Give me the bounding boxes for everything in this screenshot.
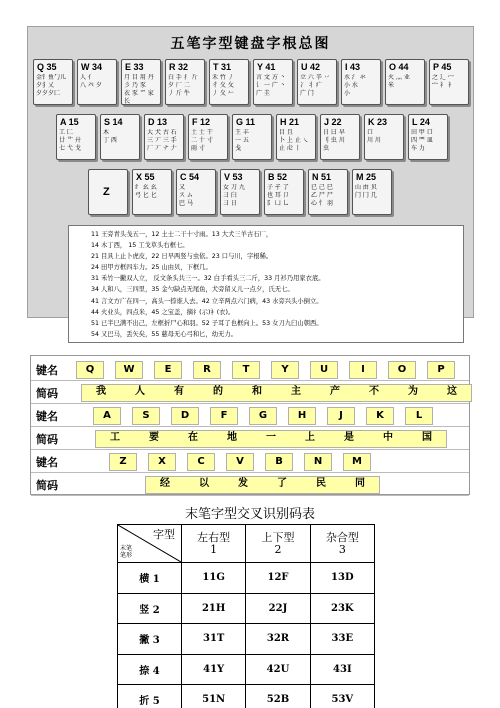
key-code: D 13 — [148, 117, 168, 127]
key-code: S 14 — [104, 117, 123, 127]
key-code: K 23 — [368, 117, 388, 127]
key-roots: 已 己 巳 乙 尸 尸 心 忄 羽 — [311, 184, 333, 207]
key-c — [176, 169, 216, 215]
key-code: T 31 — [213, 62, 232, 72]
table-header-row — [118, 525, 375, 563]
key-code: B 52 — [268, 172, 288, 182]
key-name-cell: H — [288, 407, 316, 425]
key-name-row — [31, 450, 469, 473]
key-g — [232, 114, 272, 160]
cross-table-title: 末笔字型交叉识别码表 — [184, 507, 315, 522]
key-j — [320, 114, 360, 160]
key-name-cell: I — [349, 361, 377, 379]
mnemonic-line: 21 目具上止卜虎皮，22 日早两竖与虫依。23 口与川，字根稀。 — [91, 253, 273, 261]
key-s — [100, 114, 140, 160]
key-roots: 土 士 干 二 十 寸 雨 寸 — [191, 129, 213, 152]
short-code-cell: 同 — [355, 478, 365, 489]
code-strip — [145, 476, 380, 494]
identification-code-cell: 32R — [246, 624, 310, 655]
short-code-row — [31, 381, 469, 404]
key-name-cell: N — [304, 453, 332, 471]
key-roots: 王 丰 一 五 戋 — [235, 129, 249, 152]
key-name-cell: S — [132, 407, 160, 425]
key-x — [132, 169, 172, 215]
short-code-cell: 在 — [188, 432, 198, 443]
key-name-cell: A — [93, 407, 121, 425]
key-roots: 大 犬 古 石 三 丆 三 手 厂 丆 ナ 𠂇 — [147, 129, 177, 152]
key-code: J 22 — [324, 117, 342, 127]
key-y — [253, 59, 293, 105]
short-code-cell: 我 — [96, 386, 106, 397]
key-f — [188, 114, 228, 160]
identification-code-cell: 11G — [182, 563, 246, 594]
key-i — [341, 59, 381, 105]
key-name-cell: T — [232, 361, 260, 379]
key-q — [33, 59, 73, 105]
key-name-cell: X — [148, 453, 176, 471]
stroke-label: 捺 4 — [118, 654, 182, 685]
key-name-cell: O — [388, 361, 416, 379]
key-p — [429, 59, 469, 105]
short-code-cell: 上 — [305, 432, 315, 443]
short-code-cell: 的 — [213, 386, 223, 397]
short-code-cell: 和 — [252, 386, 262, 397]
short-code-cell: 主 — [291, 386, 301, 397]
key-r — [165, 59, 205, 105]
key-roots: 水 氵 氺 小 水 小 — [344, 74, 366, 97]
column-header: 左右型 1 — [182, 525, 246, 563]
column-header: 杂合型 3 — [310, 525, 374, 563]
mnemonic-line: 11 王旁青头戋五一，12 土士二干十寸雨。13 大犬三羊古石厂， — [91, 231, 273, 238]
mnemonic-line: 51 已半巳满不出己，左框折尸心和羽。52 子耳了也框向上。53 女刀九臼山朝西。 — [91, 319, 323, 327]
key-code: Q 35 — [37, 62, 57, 72]
key-u — [297, 59, 337, 105]
mnemonic-line: 54 又巴马，丢矢矣，55 慈母无心弓和匕，幼无力。 — [91, 330, 237, 338]
short-code-cell: 要 — [149, 432, 159, 443]
mnemonic-box — [68, 225, 464, 343]
key-h — [276, 114, 316, 160]
table-row — [118, 685, 375, 708]
key-roots: 目 且 卜 上 止 ㇏ 止 虍 丨 — [279, 129, 309, 152]
shortcut-code-table — [30, 355, 470, 495]
key-v — [220, 169, 260, 215]
mnemonic-line: 41 言文方广在四一，高头一捺谁人去。42 立辛两点六门病，43 水旁兴头小倒立。 — [91, 297, 323, 305]
table-row — [118, 654, 375, 685]
key-m — [352, 169, 392, 215]
identification-code-cell: 23K — [310, 593, 374, 624]
short-code-cell: 为 — [408, 386, 418, 397]
row-label: 键名 — [36, 410, 58, 423]
identification-code-cell: 33E — [310, 624, 374, 655]
mnemonic-line: 31 禾竹一撇双人立， 反文条头共三一。32 白手看头三二斤，33 月衫乃用家衣底。 — [91, 275, 325, 283]
key-code: U 42 — [301, 62, 321, 72]
key-code: M 25 — [356, 172, 377, 182]
key-name-cell: Z — [109, 453, 137, 471]
short-code-cell: 有 — [174, 386, 184, 397]
identification-code-cell: 52B — [246, 685, 310, 708]
key-roots: 纟 幺 幺 弓 匕 匕 — [135, 184, 157, 199]
short-code-cell: 经 — [160, 478, 170, 489]
short-code-cell: 是 — [344, 432, 354, 443]
key-name-cell: Q — [76, 361, 104, 379]
short-code-row — [31, 473, 469, 496]
key-code: Y 41 — [257, 62, 276, 72]
key-name-cell: B — [265, 453, 293, 471]
key-roots: 金钅鱼勹儿 夕犭乂 夕夕夕匚 — [36, 74, 67, 97]
table-row — [118, 563, 375, 594]
key-z — [88, 169, 128, 215]
cross-identification-table — [117, 524, 375, 708]
key-name-cell: C — [187, 453, 215, 471]
key-code: E 33 — [125, 62, 144, 72]
identification-code-cell: 13D — [310, 563, 374, 594]
key-roots: 人 亻 八 癶 夕 — [80, 74, 102, 89]
key-k — [364, 114, 404, 160]
key-roots: 女 刀 九 彐 臼 彐 日 — [223, 184, 245, 207]
row-label: 简码 — [36, 387, 58, 400]
stroke-label: 折 5 — [118, 685, 182, 708]
short-code-cell: 中 — [383, 432, 393, 443]
key-d — [144, 114, 184, 160]
mnemonic-line: 14 木丁西， 15 工戈草头右框七。 — [91, 242, 189, 250]
key-roots: 言 文 方 丶 讠 一 广 丶 广 圭 — [256, 74, 286, 97]
table-corner-cell — [118, 525, 182, 563]
identification-code-cell: 42U — [246, 654, 310, 685]
key-b — [264, 169, 304, 215]
key-t — [209, 59, 249, 105]
short-code-row — [31, 427, 469, 450]
short-code-cell: 地 — [227, 432, 237, 443]
key-code: F 12 — [192, 117, 211, 127]
key-name-cell: R — [193, 361, 221, 379]
key-name-row — [31, 404, 469, 427]
short-code-cell: 国 — [422, 432, 432, 443]
key-roots: 又 ス ム 巴 马 — [179, 184, 193, 207]
key-code: I 43 — [345, 62, 361, 72]
key-code: C 54 — [180, 172, 200, 182]
key-o — [385, 59, 425, 105]
key-code: N 51 — [312, 172, 332, 182]
mnemonic-line: 34 人和八，三四里，35 金勺缺点无尾鱼，犬旁留乂儿一点夕，氏无七。 — [91, 286, 294, 294]
row-label: 键名 — [36, 364, 58, 377]
key-roots: 白 手 扌 斤 夕 厂 二 丿 斤 牛 — [168, 74, 198, 97]
short-code-cell: 了 — [277, 478, 287, 489]
short-code-cell: 民 — [316, 478, 326, 489]
stroke-label: 竖 2 — [118, 593, 182, 624]
key-roots: 田 甲 口 四 罒 皿 车 力 — [411, 129, 433, 152]
column-header: 上下型 2 — [246, 525, 310, 563]
short-code-cell: 不 — [369, 386, 379, 397]
key-roots: 山 由 贝 门 冂 几 — [355, 184, 377, 199]
key-code: H 21 — [280, 117, 300, 127]
short-code-cell: 以 — [199, 478, 209, 489]
keyboard-root-chart — [27, 26, 474, 338]
key-roots: 月 目 用 丹 彡 乃 豕 衣 豕 爫 家 长 — [124, 74, 154, 105]
identification-code-cell: 21H — [182, 593, 246, 624]
identification-code-cell: 41Y — [182, 654, 246, 685]
key-name-cell: G — [249, 407, 277, 425]
table-row — [118, 593, 375, 624]
key-code: R 32 — [169, 62, 189, 72]
key-code: W 34 — [81, 62, 103, 72]
key-name-cell: W — [115, 361, 143, 379]
mnemonic-line: 24 田甲方框四车力。25 山由贝，下框几。 — [91, 264, 212, 272]
key-roots: 木 丁 西 — [103, 129, 117, 144]
key-name-cell: P — [427, 361, 455, 379]
short-code-cell: 人 — [135, 386, 145, 397]
table-row — [118, 624, 375, 655]
stroke-label: 横 1 — [118, 563, 182, 594]
key-roots: 火 灬 业 米 — [388, 74, 410, 89]
key-w — [77, 59, 117, 105]
key-code: L 24 — [412, 117, 430, 127]
identification-code-cell: 22J — [246, 593, 310, 624]
keyboard-chart-title: 五笔字型键盘字根总图 — [170, 36, 331, 52]
key-code: X 55 — [136, 172, 155, 182]
key-n — [308, 169, 348, 215]
key-code: P 45 — [433, 62, 452, 72]
key-l — [408, 114, 448, 160]
key-name-cell: D — [171, 407, 199, 425]
identification-code-cell: 53V — [310, 685, 374, 708]
key-e — [121, 59, 161, 105]
key-code: G 11 — [236, 117, 256, 127]
key-name-cell: V — [226, 453, 254, 471]
key-a — [56, 114, 96, 160]
row-label: 键名 — [36, 456, 58, 469]
key-name-cell: F — [210, 407, 238, 425]
key-name-row — [31, 358, 469, 381]
key-roots: 日 曰 早 刂 虫 川 虫 — [323, 129, 345, 152]
key-roots: 工 匚 廿 艹 廾 七 弋 戈 — [59, 129, 81, 152]
stroke-label: 撇 3 — [118, 624, 182, 655]
corner-bottom-label: 末笔 笔形 — [120, 545, 133, 559]
short-code-cell: 这 — [447, 386, 457, 397]
identification-code-cell: 12F — [246, 563, 310, 594]
key-roots: 禾 竹 丿 彳 夂 攵 丿 夂 𠂉 — [212, 74, 234, 97]
key-name-cell: K — [366, 407, 394, 425]
key-roots: 子 孑 了 也 耳 卩 阝 凵 乚 — [267, 184, 289, 207]
short-code-cell: 发 — [238, 478, 248, 489]
key-code: O 44 — [389, 62, 409, 72]
row-label: 简码 — [36, 433, 58, 446]
key-name-cell: J — [327, 407, 355, 425]
mnemonic-line: 44 火业头，四点米，45 之宝盖，摘礻(示)衤(衣)。 — [91, 308, 235, 316]
key-code: V 53 — [224, 172, 243, 182]
key-roots: 之 辶 冖 宀 礻 衤 — [432, 74, 454, 89]
key-name-cell: U — [310, 361, 338, 379]
key-name-cell: M — [343, 453, 371, 471]
short-code-cell: 一 — [266, 432, 276, 443]
identification-code-cell: 31T — [182, 624, 246, 655]
identification-code-cell: 51N — [182, 685, 246, 708]
key-name-cell: E — [154, 361, 182, 379]
key-code: A 15 — [60, 117, 79, 127]
key-name-cell: Y — [271, 361, 299, 379]
key-roots: 立 六 辛 丷 冫 丬 疒 广 门 — [300, 74, 330, 97]
identification-code-cell: 43I — [310, 654, 374, 685]
short-code-cell: 工 — [110, 432, 120, 443]
key-roots: 口 川 川 — [367, 129, 381, 144]
corner-top-label: 字型 — [153, 528, 175, 541]
key-code: Z — [103, 186, 110, 198]
short-code-cell: 产 — [330, 386, 340, 397]
row-label: 简码 — [36, 479, 58, 492]
key-name-cell: L — [405, 407, 433, 425]
